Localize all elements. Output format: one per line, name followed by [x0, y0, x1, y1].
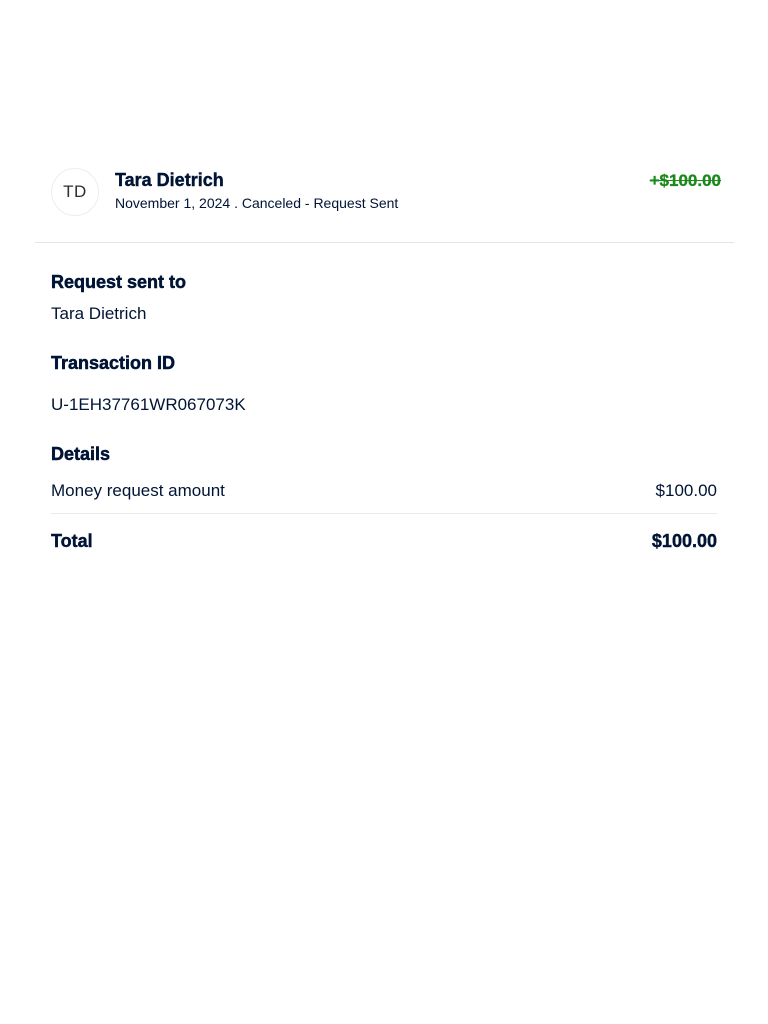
line-item-value: $100.00	[655, 480, 717, 500]
avatar: TD	[51, 168, 99, 216]
transaction-subtitle: November 1, 2024 . Canceled - Request Sent	[115, 195, 399, 211]
transaction-id-value: U-1EH37761WR067073K	[51, 395, 246, 414]
request-sent-to-heading: Request sent to	[51, 272, 187, 292]
transaction-id-heading: Transaction ID	[51, 353, 176, 373]
total-row	[51, 524, 717, 558]
line-item-label: Money request amount	[51, 480, 225, 500]
transaction-header	[35, 166, 734, 243]
request-recipient-name: Tara Dietrich	[51, 304, 147, 323]
total-label: Total	[51, 530, 93, 551]
counterparty-name: Tara Dietrich	[115, 170, 224, 190]
transaction-amount: +$100.00	[649, 171, 721, 190]
details-heading: Details	[51, 444, 111, 464]
total-value: $100.00	[651, 530, 717, 551]
line-item-row	[51, 468, 717, 514]
